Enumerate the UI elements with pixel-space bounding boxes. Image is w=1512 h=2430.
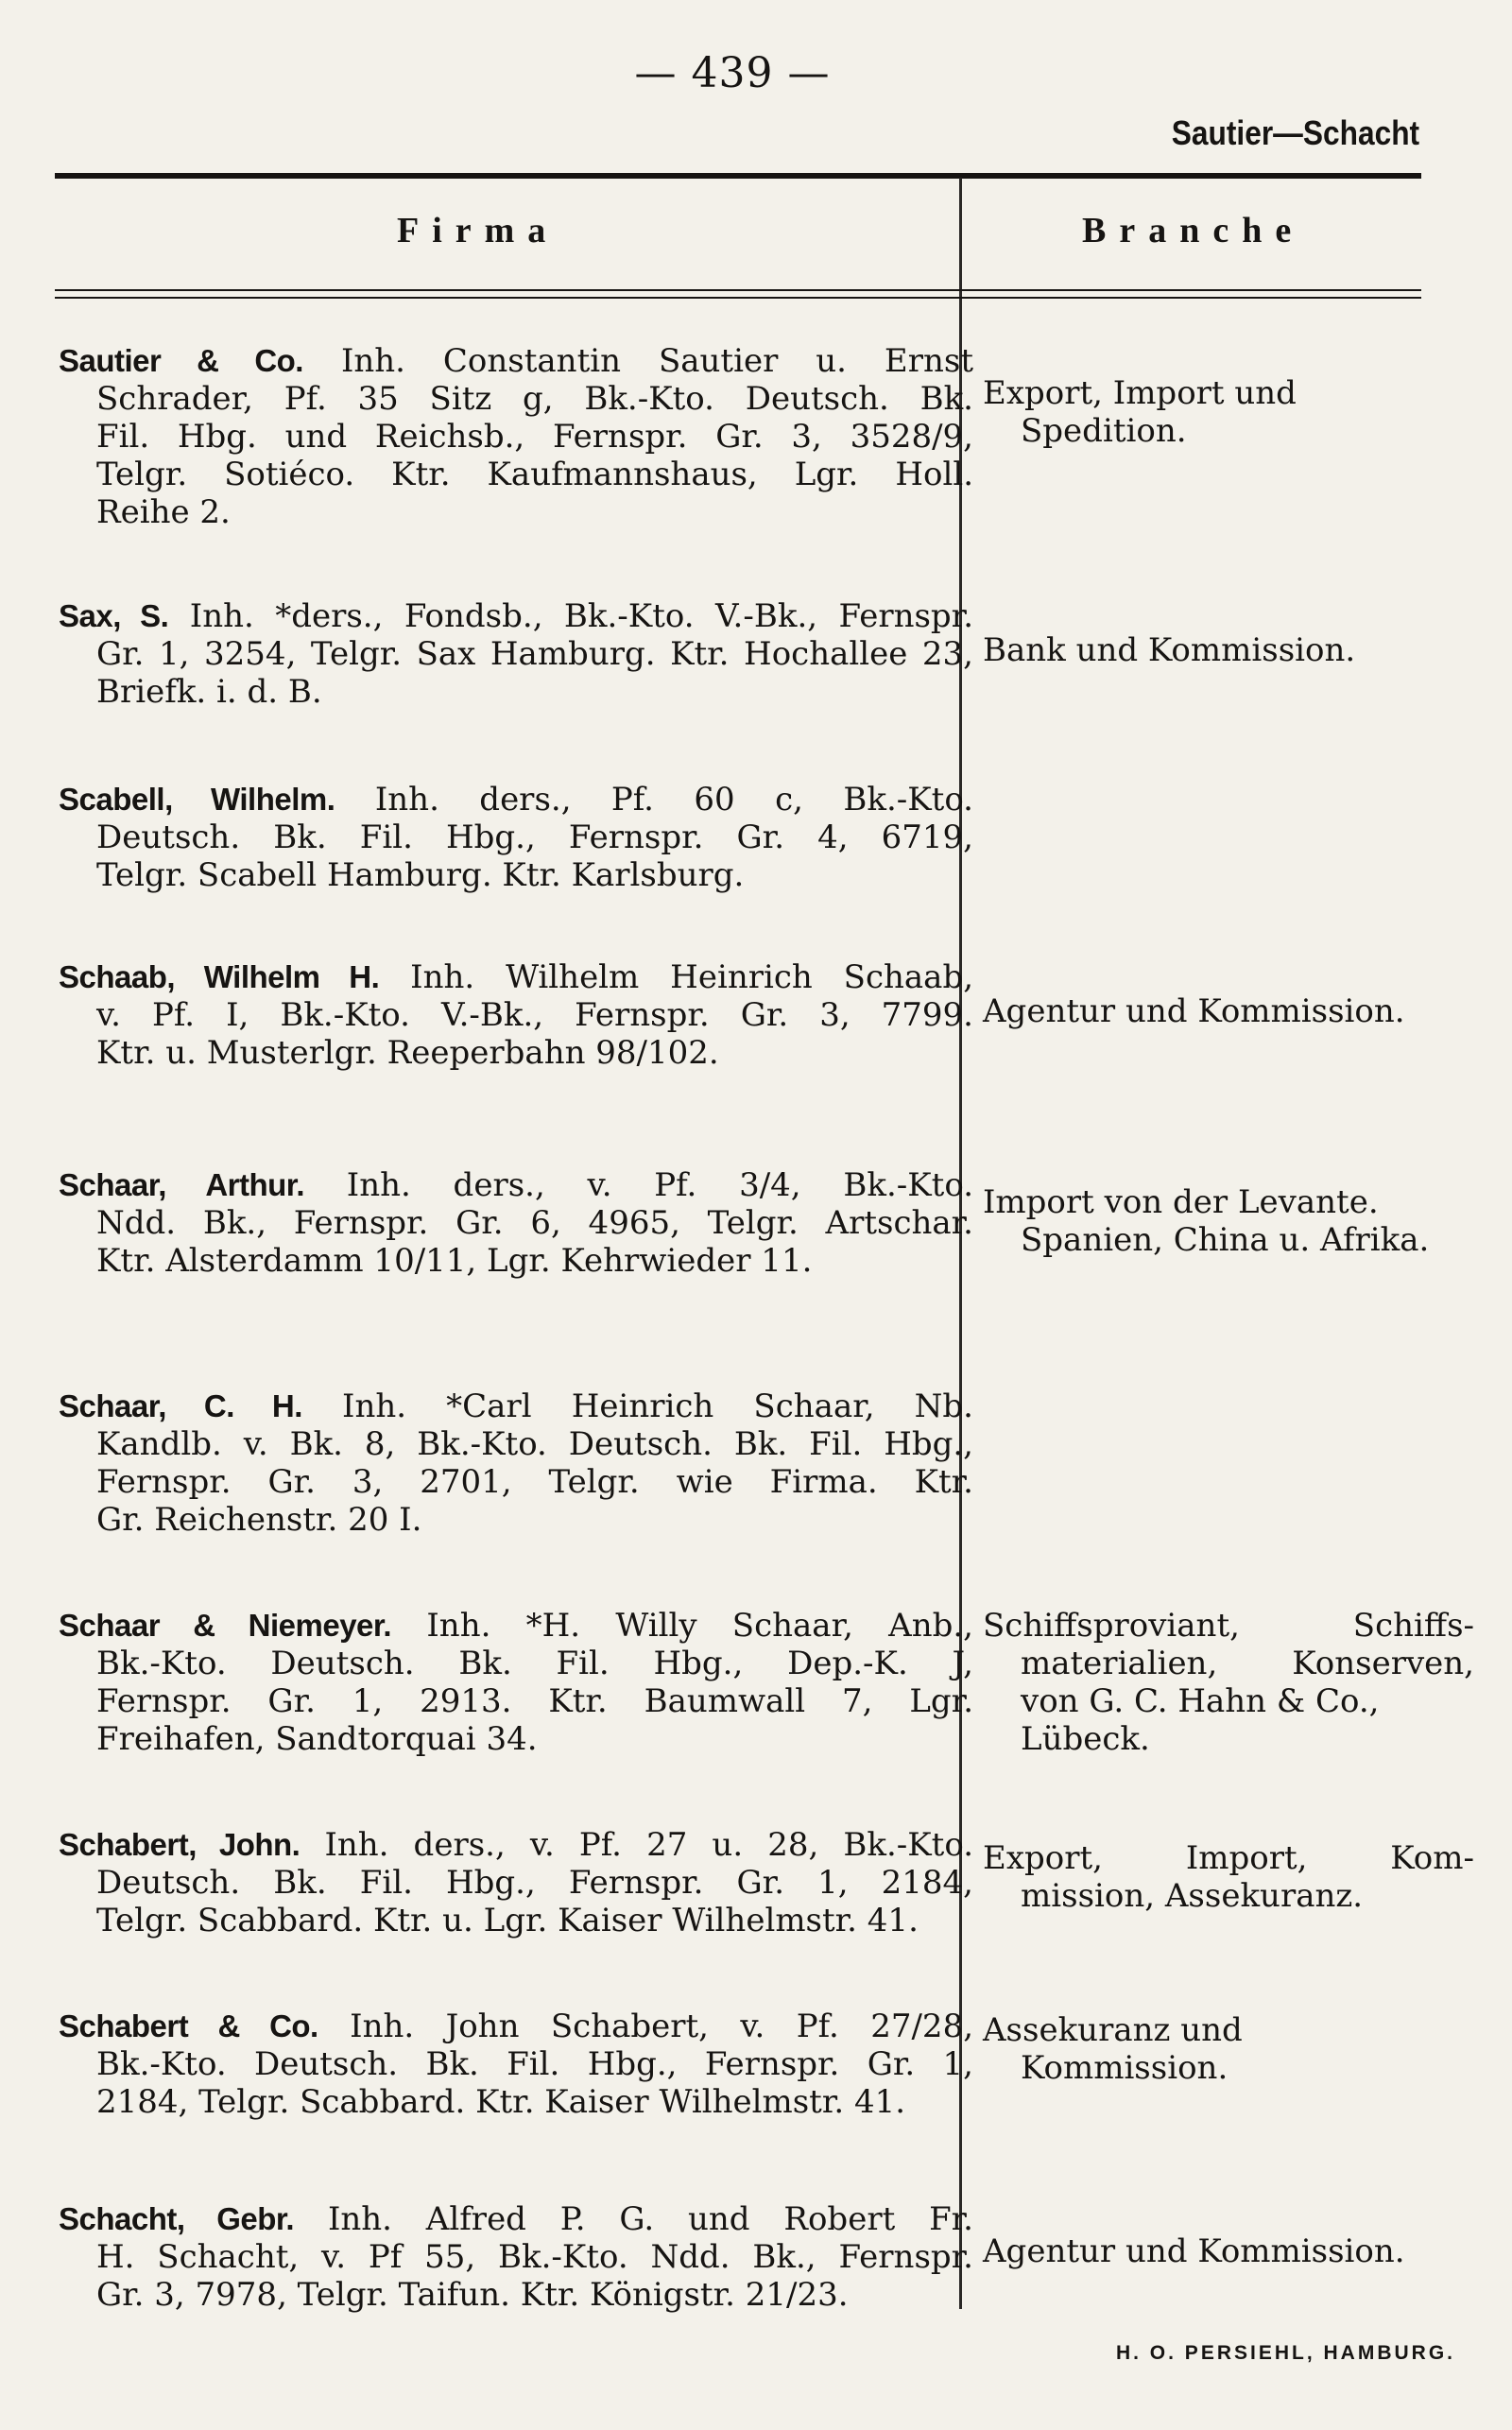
firm-details: Deutsch. Bk. Fil. Hbg., Fernspr. Gr. 1, 2184, [96,1864,973,1902]
firm-details: Gr. 1, 3254, Telgr. Sax Hamburg. Ktr. Hochallee 23, [96,635,973,673]
firm-name: Schaar & Niemeyer. [59,1608,392,1643]
firm-details: Inh. Constantin Sautier u. Ernst [340,342,973,380]
firm-details: Bk.-Kto. Deutsch. Bk. Fil. Hbg., Dep.-K. J, [96,1645,973,1682]
firm-details: Inh. ders., Pf. 60 c, Bk.-Kto. [374,781,973,819]
branche-line: Spanien, China u. Afrika. [1021,1221,1430,1259]
firm-details: Inh. Alfred P. G. und Robert Fr. [327,2200,973,2238]
entry-schacht-gebr [59,2200,973,2314]
firm-name: Scabell, Wilhelm. [59,782,335,817]
firm-name: Schacht, Gebr. [59,2201,295,2236]
branche-schabert-co [983,2011,1474,2087]
entry-schaar-c-h [59,1387,973,1539]
entry-scabell-wilhelm [59,781,973,894]
firm-details: Inh. *H. Willy Schaar, Anb., [426,1607,973,1645]
firm-details: Ndd. Bk., Fernspr. Gr. 6, 4965, Telgr. Artschar. [96,1204,973,1242]
firm-details: Inh. ders., v. Pf. 3/4, Bk.-Kto. [346,1166,974,1204]
branche-line: Kommission. [1021,2049,1228,2087]
header-rule-top [55,173,1421,179]
entry-sautier-co [59,342,973,531]
branche-schabert-john [983,1839,1474,1915]
firm-details: H. Schacht, v. Pf 55, Bk.-Kto. Ndd. Bk., Fernspr. [96,2238,973,2276]
column-header-firma: Firma [397,211,559,250]
branche-line: von G. C. Hahn & Co., [1021,1682,1380,1720]
branche-line: materialien, Konserven, [1021,1645,1474,1682]
branche-schaab-wilhelm-h [983,992,1474,1030]
header-rule-2 [55,297,1421,299]
firm-details: Fernspr. Gr. 3, 2701, Telgr. wie Firma. Ktr. [96,1463,973,1501]
branche-line: Agentur und Kommission. [983,992,1405,1030]
branche-line: Import von der Levante. [983,1183,1379,1221]
firm-details: v. Pf. I, Bk.-Kto. V.-Bk., Fernspr. Gr. 3, 7799. [96,996,973,1034]
branche-line: Lübeck. [1021,1720,1150,1758]
branche-sax-s [983,631,1474,669]
firm-details: Inh. Wilhelm Heinrich Schaab, [410,958,974,996]
firm-details: Fernspr. Gr. 1, 2913. Ktr. Baumwall 7, Lgr. [96,1682,973,1720]
branche-line: Bank und Kommission. [983,631,1356,669]
branche-line: Agentur und Kommission. [983,2232,1405,2270]
entry-schabert-co [59,2008,973,2121]
branche-schacht-gebr [983,2232,1474,2270]
firm-details: Fil. Hbg. und Reichsb., Fernspr. Gr. 3, 3528/9, [96,418,973,456]
firm-details: 2184, Telgr. Scabbard. Ktr. Kaiser Wilhelmstr. 41. [96,2083,906,2121]
firm-name: Schaar, Arthur. [59,1167,304,1202]
branche-line: Spedition. [1021,412,1187,450]
firm-name: Schaab, Wilhelm H. [59,959,380,994]
branche-line: Export, Import und [983,374,1297,412]
firm-name: Schabert, John. [59,1827,301,1862]
firm-details: Kandlb. v. Bk. 8, Bk.-Kto. Deutsch. Bk. Fil. Hbg., [96,1425,973,1463]
running-head: Sautier—Schacht [1171,113,1419,152]
page-number: — 439 — [634,49,831,97]
firm-name: Schabert & Co. [59,2008,318,2043]
firm-name: Schaar, C. H. [59,1388,302,1423]
column-header-branche: Branche [1082,211,1305,250]
firm-name: Sautier & Co. [59,343,303,378]
firm-details: Ktr. u. Musterlgr. Reeperbahn 98/102. [96,1034,719,1072]
printer-imprint: H. O. PERSIEHL, HAMBURG. [1115,2342,1455,2364]
firm-details: Schrader, Pf. 35 Sitz g, Bk.-Kto. Deutsch. Bk. [96,380,973,418]
firm-details: Telgr. Sotiéco. Ktr. Kaufmannshaus, Lgr. Holl. [96,456,973,493]
header-rule-1 [55,289,1421,291]
firm-details: Gr. 3, 7978, Telgr. Taifun. Ktr. Königstr. 21/23. [96,2276,849,2314]
branche-sautier-co [983,374,1474,450]
firm-details: Inh. *ders., Fondsb., Bk.-Kto. V.-Bk., Fernspr. [189,597,974,635]
branche-line: Schiffsproviant, Schiffs- [983,1607,1474,1645]
firm-details: Gr. Reichenstr. 20 I. [96,1501,422,1539]
entry-schabert-john [59,1826,973,1939]
entry-schaar-arthur [59,1166,973,1280]
branche-line: Export, Import, Kom- [983,1839,1474,1877]
firm-details: Inh. John Schabert, v. Pf. 27/28, [350,2008,974,2045]
firm-details: Briefk. i. d. B. [96,673,322,711]
branche-line: Assekuranz und [983,2011,1243,2049]
firm-details: Ktr. Alsterdamm 10/11, Lgr. Kehrwieder 11. [96,1242,813,1280]
firm-details: Deutsch. Bk. Fil. Hbg., Fernspr. Gr. 4, 6719, [96,819,973,856]
firm-details: Telgr. Scabbard. Ktr. u. Lgr. Kaiser Wilhelmstr. 41. [96,1902,919,1939]
firm-details: Bk.-Kto. Deutsch. Bk. Fil. Hbg., Fernspr. Gr. 1, [96,2045,973,2083]
firm-details: Telgr. Scabell Hamburg. Ktr. Karlsburg. [96,856,745,894]
entry-sax-s [59,597,973,711]
firm-details: Inh. *Carl Heinrich Schaar, Nb. [342,1387,973,1425]
firm-details: Inh. ders., v. Pf. 27 u. 28, Bk.-Kto. [324,1826,973,1864]
branche-schaar-niemeyer [983,1607,1474,1758]
firm-details: Reihe 2. [96,493,231,531]
branche-line: mission, Assekuranz. [1021,1877,1364,1915]
entry-schaar-niemeyer [59,1607,973,1758]
firm-name: Sax, S. [59,598,169,633]
entry-schaab-wilhelm-h [59,958,973,1072]
branche-schaar-arthur [983,1183,1474,1259]
firm-details: Freihafen, Sandtorquai 34. [96,1720,538,1758]
